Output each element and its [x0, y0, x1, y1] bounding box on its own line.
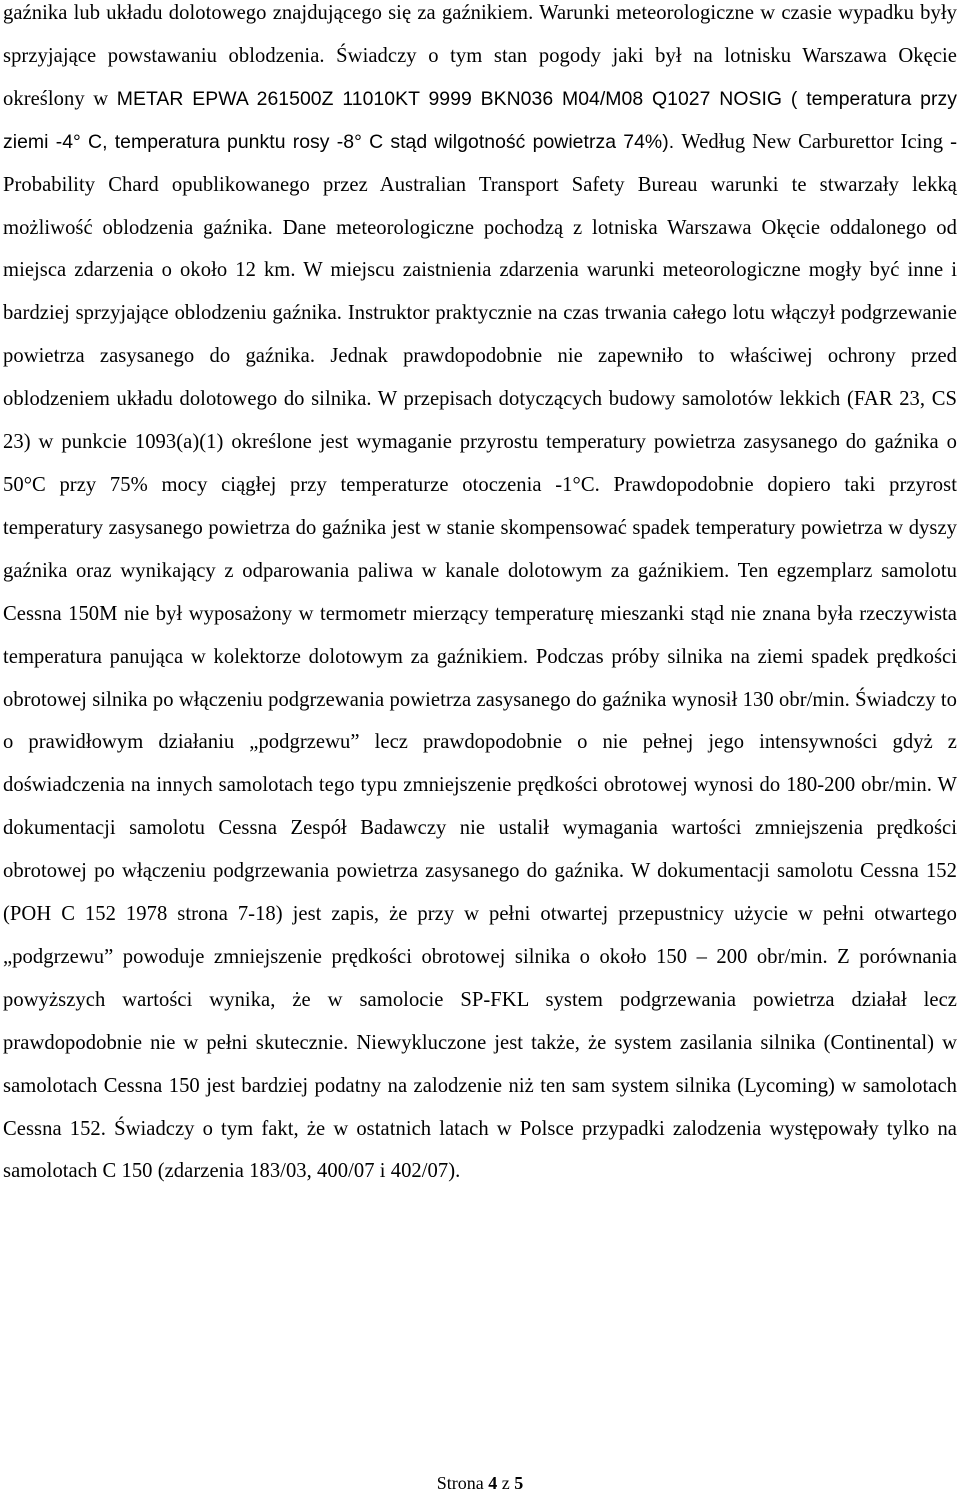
weather-details: ( temperatura przy ziemi -4° C, temperatura punktu rosy -8° C stąd wilgotność powietrza 74%).	[3, 87, 957, 153]
body-paragraph	[3, 0, 957, 1193]
page-footer	[0, 1472, 960, 1494]
metar-report: METAR EPWA 261500Z 11010KT 9999 BKN036 M04/M08 Q1027 NOSIG	[116, 87, 783, 110]
page-label: Strona	[436, 1473, 484, 1493]
text-segment: gaźnika lub układu dolotowego znajdującego się za gaźnikiem. Warunki meteorologiczne w czasie wypadku były sprzyjające powstawaniu oblodzenia. Świadczy o tym stan pogody jaki był na lotnisku Warszawa Okęcie określony w	[3, 2, 957, 110]
text-segment: Według New Carburettor Icing - Probability Chard opublikowanego przez Australian Transport Safety Bureau warunki te stwarzały lekką możliwość oblodzenia gaźnika. Dane meteorologiczne pochodzą z lotniska Warszawa Okęcie oddalonego od miejsca zdarzenia o około 12 km. W miejscu zaistnienia zdarzenia warunki meteorologiczne mogły być inne i bardziej sprzyjające oblodzeniu gaźnika. Instruktor praktycznie na czas trwania całego lotu włączył podgrzewanie powietrza zasysanego do gaźnika. Jednak prawdopodobnie nie zapewniło to właściwej ochrony przed oblodzeniem układu dolotowego do silnika. W przepisach dotyczących budowy samolotów lekkich (FAR 23, CS 23) w punkcie 1093(a)(1) określone jest wymaganie przyrostu temperatury powietrza zasysanego do gaźnika o 50°C przy 75% mocy ciągłej przy temperaturze otoczenia -1°C. Prawdopodobnie dopiero taki przyrost temperatury zasysanego powietrza do gaźnika jest w stanie skompensować spadek temperatury powietrza w dyszy gaźnika oraz wynikający z odparowania paliwa w kanale dolotowym za gaźnikiem. Ten egzemplarz samolotu Cessna 150M nie był wyposażony w termometr mierzący temperaturę mieszanki stąd nie znana była rzeczywista temperatura panująca w kolektorze dolotowym za gaźnikiem. Podczas próby silnika na ziemi spadek prędkości obrotowej silnika po włączeniu podgrzewania powietrza zasysanego do gaźnika wynosił 130 obr/min. Świadczy to o prawidłowym działaniu „podgrzewu” lecz prawdopodobnie o nie pełnej jego intensywności gdyż z doświadczenia na innych samolotach tego typu zmniejszenie prędkości obrotowej wynosi do 180-200 obr/min. W dokumentacji samolotu Cessna Zespół Badawczy nie ustalił wymagania wartości zmniejszenia prędkości obrotowej po włączeniu podgrzewania powietrza zasysanego do gaźnika. W dokumentacji samolotu Cessna 152 (POH C 152 1978 strona 7-18) jest zapis, że przy w pełni otwartej przepustnicy użycie w pełni otwartego „podgrzewu” powoduje zmniejszenie prędkości obrotowej silnika o około 150 – 200 obr/min. Z porównania powyższych wartości wynika, że w samolocie SP-FKL system podgrzewania powietrza działał lecz prawdopodobnie nie w pełni skutecznie. Niewykluczone jest także, że system zasilania silnika (Continental) w samolotach Cessna 150 jest bardziej podatny na zalodzenie niż ten sam system silnika (Lycoming) w samolotach Cessna 152. Świadczy o tym fakt, że w ostatnich latach w Polsce przypadki zalodzenia występowały tylko na samolotach C 150 (zdarzenia 183/03, 400/07 i 402/07).	[3, 130, 957, 1183]
page-number-current: 4	[488, 1473, 498, 1493]
page-separator: z	[501, 1473, 510, 1493]
page-number-total: 5	[514, 1473, 524, 1493]
